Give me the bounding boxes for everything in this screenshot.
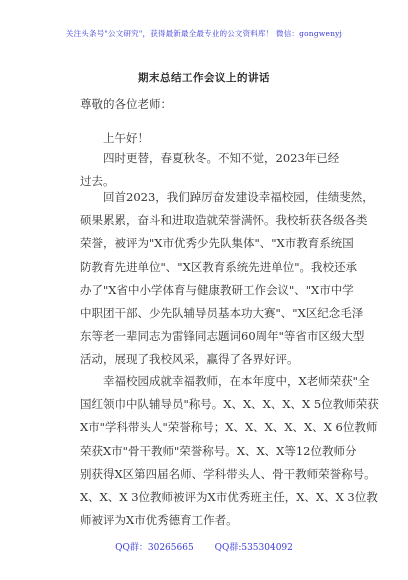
paragraph-line: 别获得X区第四届名师、学科带头人、骨干教师荣誉称号。	[80, 466, 376, 481]
paragraph-line: 防教育先进单位"、"X区教育系统先进单位"。我校还承	[80, 259, 358, 274]
paragraph-line: 硕果累累，奋斗和进取造就荣誉满怀。我校斩获各级各类	[80, 213, 368, 228]
paragraph-line: 活动，展现了我校风采，赢得了各界好评。	[80, 352, 299, 367]
paragraph-line: 荣获X市"骨干教师"荣誉称号。X、X、X等12位教师分	[80, 443, 357, 458]
salutation: 上午好！	[103, 131, 149, 145]
paragraph-line: 东等老一辈同志为雷锋同志题词60周年"等省市区级大型	[80, 329, 365, 344]
paragraph-line: 办了"X省中小学体育与健康教研工作会议"、"X市中学	[80, 282, 354, 297]
document-title: 期末总结工作会议上的讲话	[138, 72, 270, 84]
paragraph-line: 幸福校园成就幸福教师，在本年度中，X老师荣获"全	[103, 374, 370, 388]
paragraph-line: 师被评为X市优秀德育工作者。	[80, 513, 238, 528]
paragraph-line: 荣誉，被评为"X市优秀少先队集体"、"X市教育系统国	[80, 236, 354, 251]
qq-group-2: QQ群:535304092	[214, 543, 293, 553]
paragraph-line: 回首2023，我们踔厉奋发建设幸福校园，佳绩斐然，	[103, 190, 374, 204]
paragraph-line: X、X、X 3位教师被评为X市优秀班主任，X、X、X 3位教	[80, 490, 378, 505]
greeting: 尊敬的各位老师：	[80, 97, 172, 111]
footer-contact	[0, 540, 408, 553]
qq-group-1: QQ群：30265665	[115, 543, 194, 553]
paragraph-line: 中职团干部、少先队辅导员基本功大赛"、"X区纪念毛泽	[80, 306, 364, 321]
intro-paragraph: 四时更替，春夏秋冬。不知不觉，2023年已经过去。	[80, 151, 340, 189]
paragraph-line: 国红领巾中队辅导员"称号。X、X、X、X、X 5位教师荣获	[80, 397, 379, 412]
paragraph-achievements	[80, 186, 374, 372]
paragraph-teachers	[80, 370, 379, 532]
paragraph-line: X市"学科带头人"荣誉称号；X、X、X、X、X、X 6位教师	[80, 420, 378, 435]
header-promo-note: 关注头条号"公文研究"，获得最新最全最专业的公文资料库！ 微信：gongwenyj	[65, 29, 343, 38]
